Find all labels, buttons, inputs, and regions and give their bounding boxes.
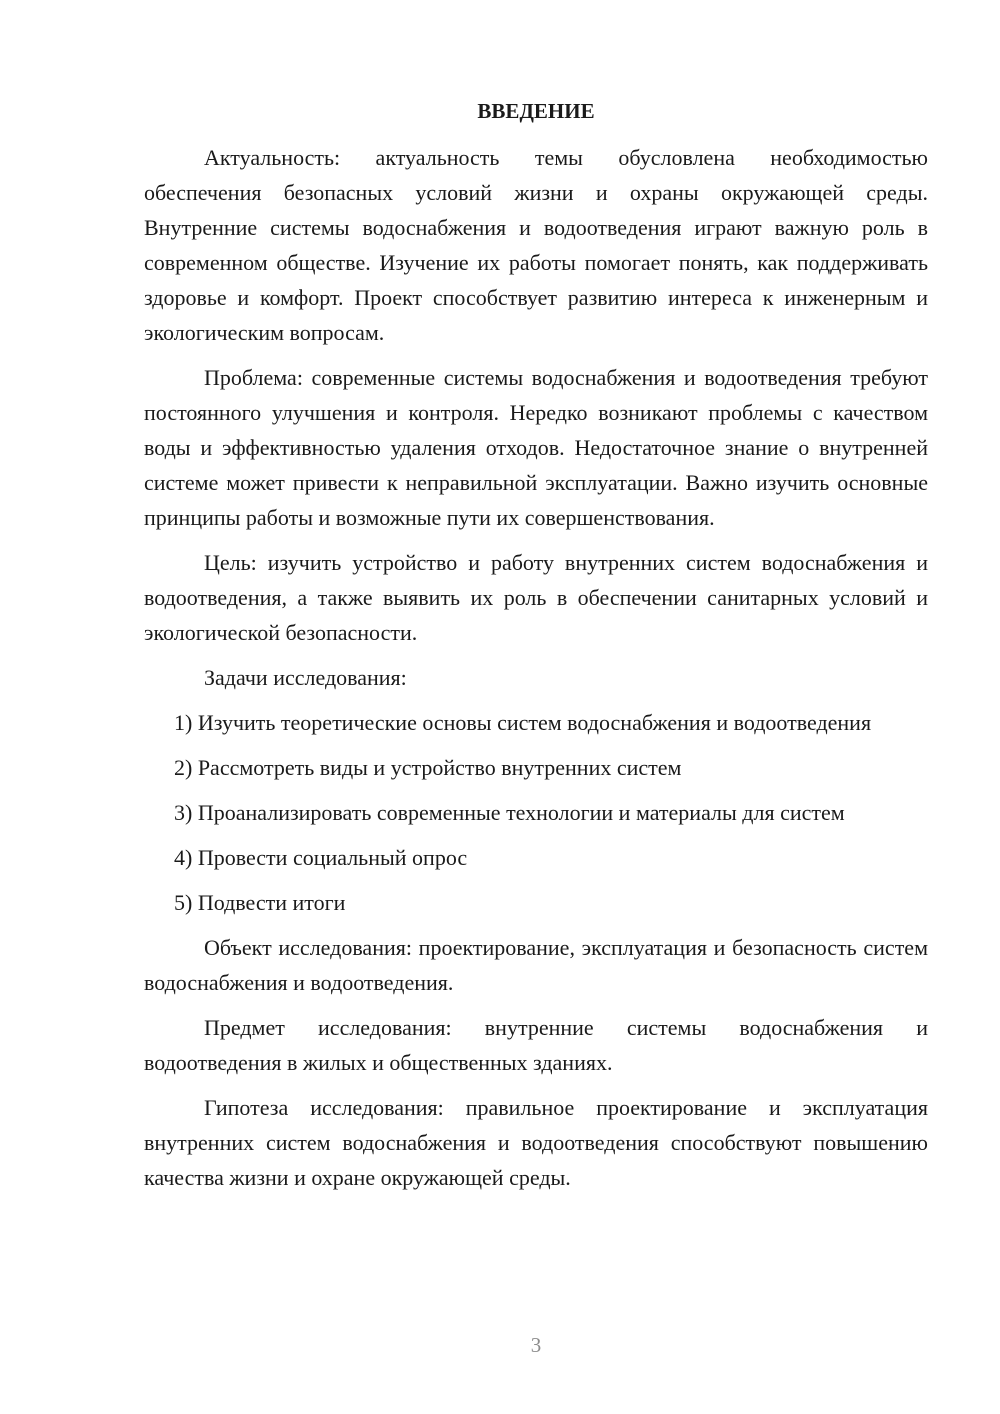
- list-item-task-2: 2) Рассмотреть виды и устройство внутренних систем: [174, 755, 682, 780]
- page-number: 3: [530, 1333, 542, 1357]
- tasks-heading: Задачи исследования:: [204, 665, 407, 690]
- list-item-task-1: 1) Изучить теоретические основы систем водоснабжения и водоотведения: [174, 710, 872, 735]
- page-title: ВВЕДЕНИЕ: [477, 99, 595, 123]
- list-item-task-3: 3) Проанализировать современные технологии и материалы для систем: [174, 800, 845, 825]
- paragraph-relevance: Актуальность: актуальность темы обусловлена необходимостью обеспечения безопасных условий жизни и охраны окружающей среды. Внутренние системы водоснабжения и водоотведения играют важную роль в современном обществе. Изучение их работы помогает понять, как поддерживать здоровье и комфорт. Проект способствует развитию интереса к инженерным и экологическим вопросам.: [144, 145, 928, 345]
- list-item-task-4: 4) Провести социальный опрос: [174, 845, 468, 870]
- list-item-task-5: 5) Подвести итоги: [174, 890, 346, 915]
- paragraph-subject: Предмет исследования: внутренние системы водоснабжения и водоотведения в жилых и общественных зданиях.: [144, 1015, 928, 1075]
- paragraph-goal: Цель: изучить устройство и работу внутренних систем водоснабжения и водоотведения, а также выявить их роль в обеспечении санитарных условий и экологической безопасности.: [144, 550, 928, 645]
- paragraph-problem: Проблема: современные системы водоснабжения и водоотведения требуют постоянного улучшения и контроля. Нередко возникают проблемы с качеством воды и эффективностью удаления отходов. Недостаточное знание о внутренней системе может привести к неправильной эксплуатации. Важно изучить основные принципы работы и возможные пути их совершенствования.: [144, 365, 928, 530]
- paragraph-object: Объект исследования: проектирование, эксплуатация и безопасность систем водоснабжения и водоотведения.: [144, 935, 928, 995]
- paragraph-hypothesis: Гипотеза исследования: правильное проектирование и эксплуатация внутренних систем водоснабжения и водоотведения способствуют повышению качества жизни и охране окружающей среды.: [144, 1095, 928, 1190]
- document-page: [144, 96, 928, 1205]
